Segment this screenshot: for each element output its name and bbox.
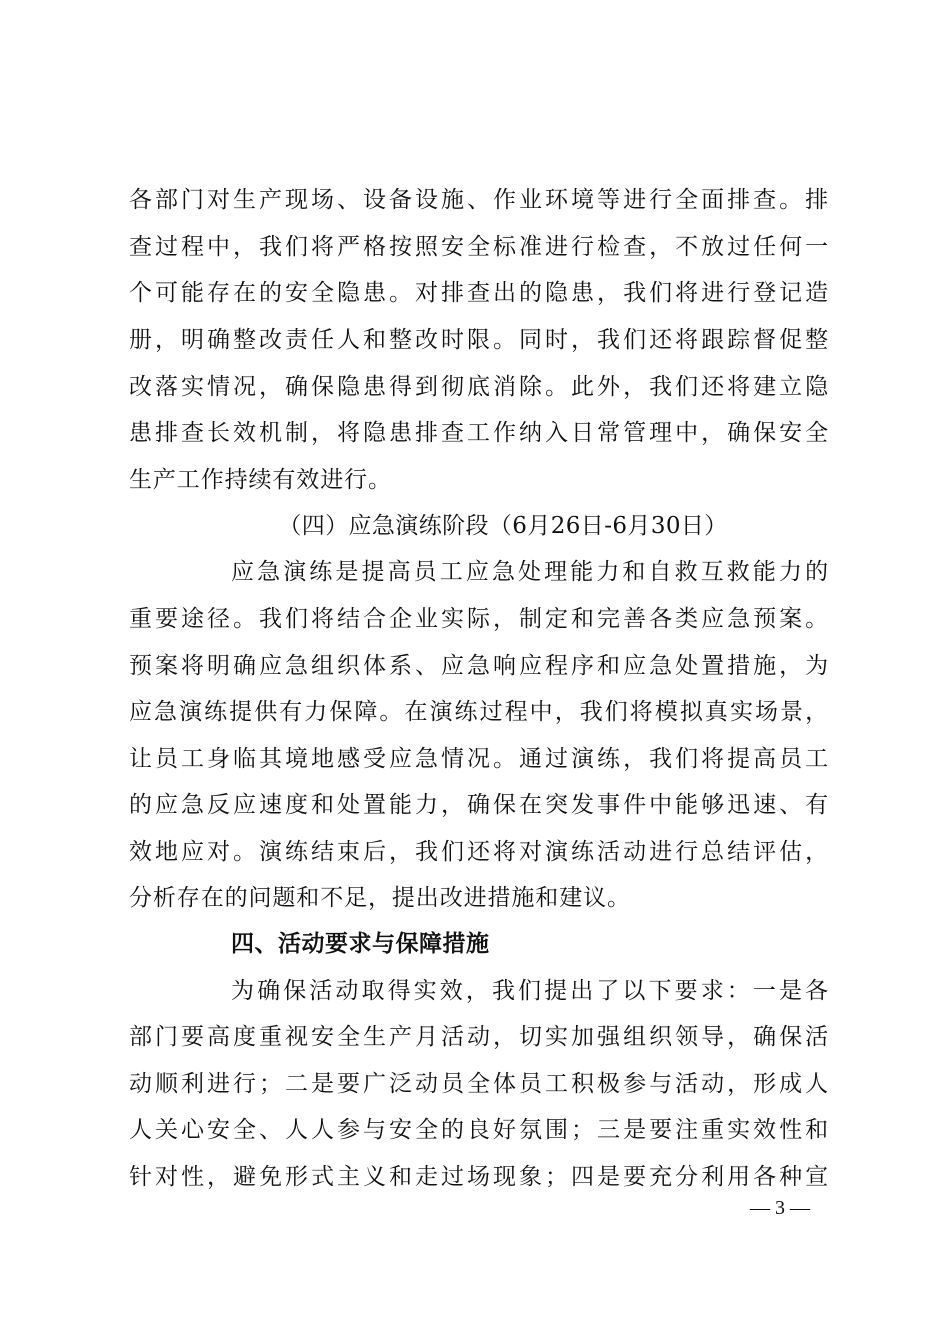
- section-heading: 四、活动要求与保障措施: [231, 931, 490, 957]
- paragraph-2-line: 重要途径。我们将结合企业实际，制定和完善各类应急预案。: [129, 606, 829, 632]
- paragraph-2-line: 预案将明确应急组织体系、应急响应程序和应急处置措施，为: [129, 653, 829, 679]
- paragraph-3-line: 针对性，避免形式主义和走过场现象；四是要充分利用各种宣: [129, 1164, 829, 1190]
- paragraph-1-line: 各部门对生产现场、设备设施、作业环境等进行全面排查。排: [129, 187, 829, 213]
- paragraph-1-line: 生产工作持续有效进行。: [129, 467, 392, 493]
- paragraph-1-line: 查过程中，我们将严格按照安全标准进行检查，不放过任何一: [129, 234, 829, 260]
- paragraph-1-line: 患排查长效机制，将隐患排查工作纳入日常管理中，确保安全: [129, 420, 829, 446]
- paragraph-2-line: 让员工身临其境地感受应急情况。通过演练，我们将提高员工: [129, 746, 829, 772]
- page-number: — 3 —: [750, 1197, 810, 1219]
- paragraph-3-line: 部门要高度重视安全生产月活动，切实加强组织领导，确保活: [129, 1024, 829, 1050]
- paragraph-1-line: 个可能存在的安全隐患。对排查出的隐患，我们将进行登记造: [129, 280, 829, 306]
- paragraph-3-line: 为确保活动取得实效，我们提出了以下要求：一是各: [231, 978, 829, 1004]
- paragraph-3-line: 动顺利进行；二是要广泛动员全体员工积极参与活动，形成人: [129, 1071, 829, 1097]
- paragraph-2-line: 应急演练提供有力保障。在演练过程中，我们将模拟真实场景，: [129, 699, 829, 725]
- paragraph-1-line: 改落实情况，确保隐患得到彻底消除。此外，我们还将建立隐: [129, 374, 829, 400]
- paragraph-2-line: 效地应对。演练结束后，我们还将对演练活动进行总结评估，: [129, 839, 829, 865]
- paragraph-1-line: 册，明确整改责任人和整改时限。同时，我们还将跟踪督促整: [129, 327, 829, 353]
- paragraph-2-line: 分析存在的问题和不足，提出改进措施和建议。: [129, 885, 631, 911]
- paragraph-2-line: 应急演练是提高员工应急处理能力和自救互救能力的: [231, 559, 829, 585]
- section-subheading: （四）应急演练阶段（6月26日-6月30日）: [278, 513, 728, 539]
- paragraph-2-line: 的应急反应速度和处置能力，确保在突发事件中能够迅速、有: [129, 792, 829, 818]
- paragraph-3-line: 人关心安全、人人参与安全的良好氛围；三是要注重实效性和: [129, 1117, 829, 1143]
